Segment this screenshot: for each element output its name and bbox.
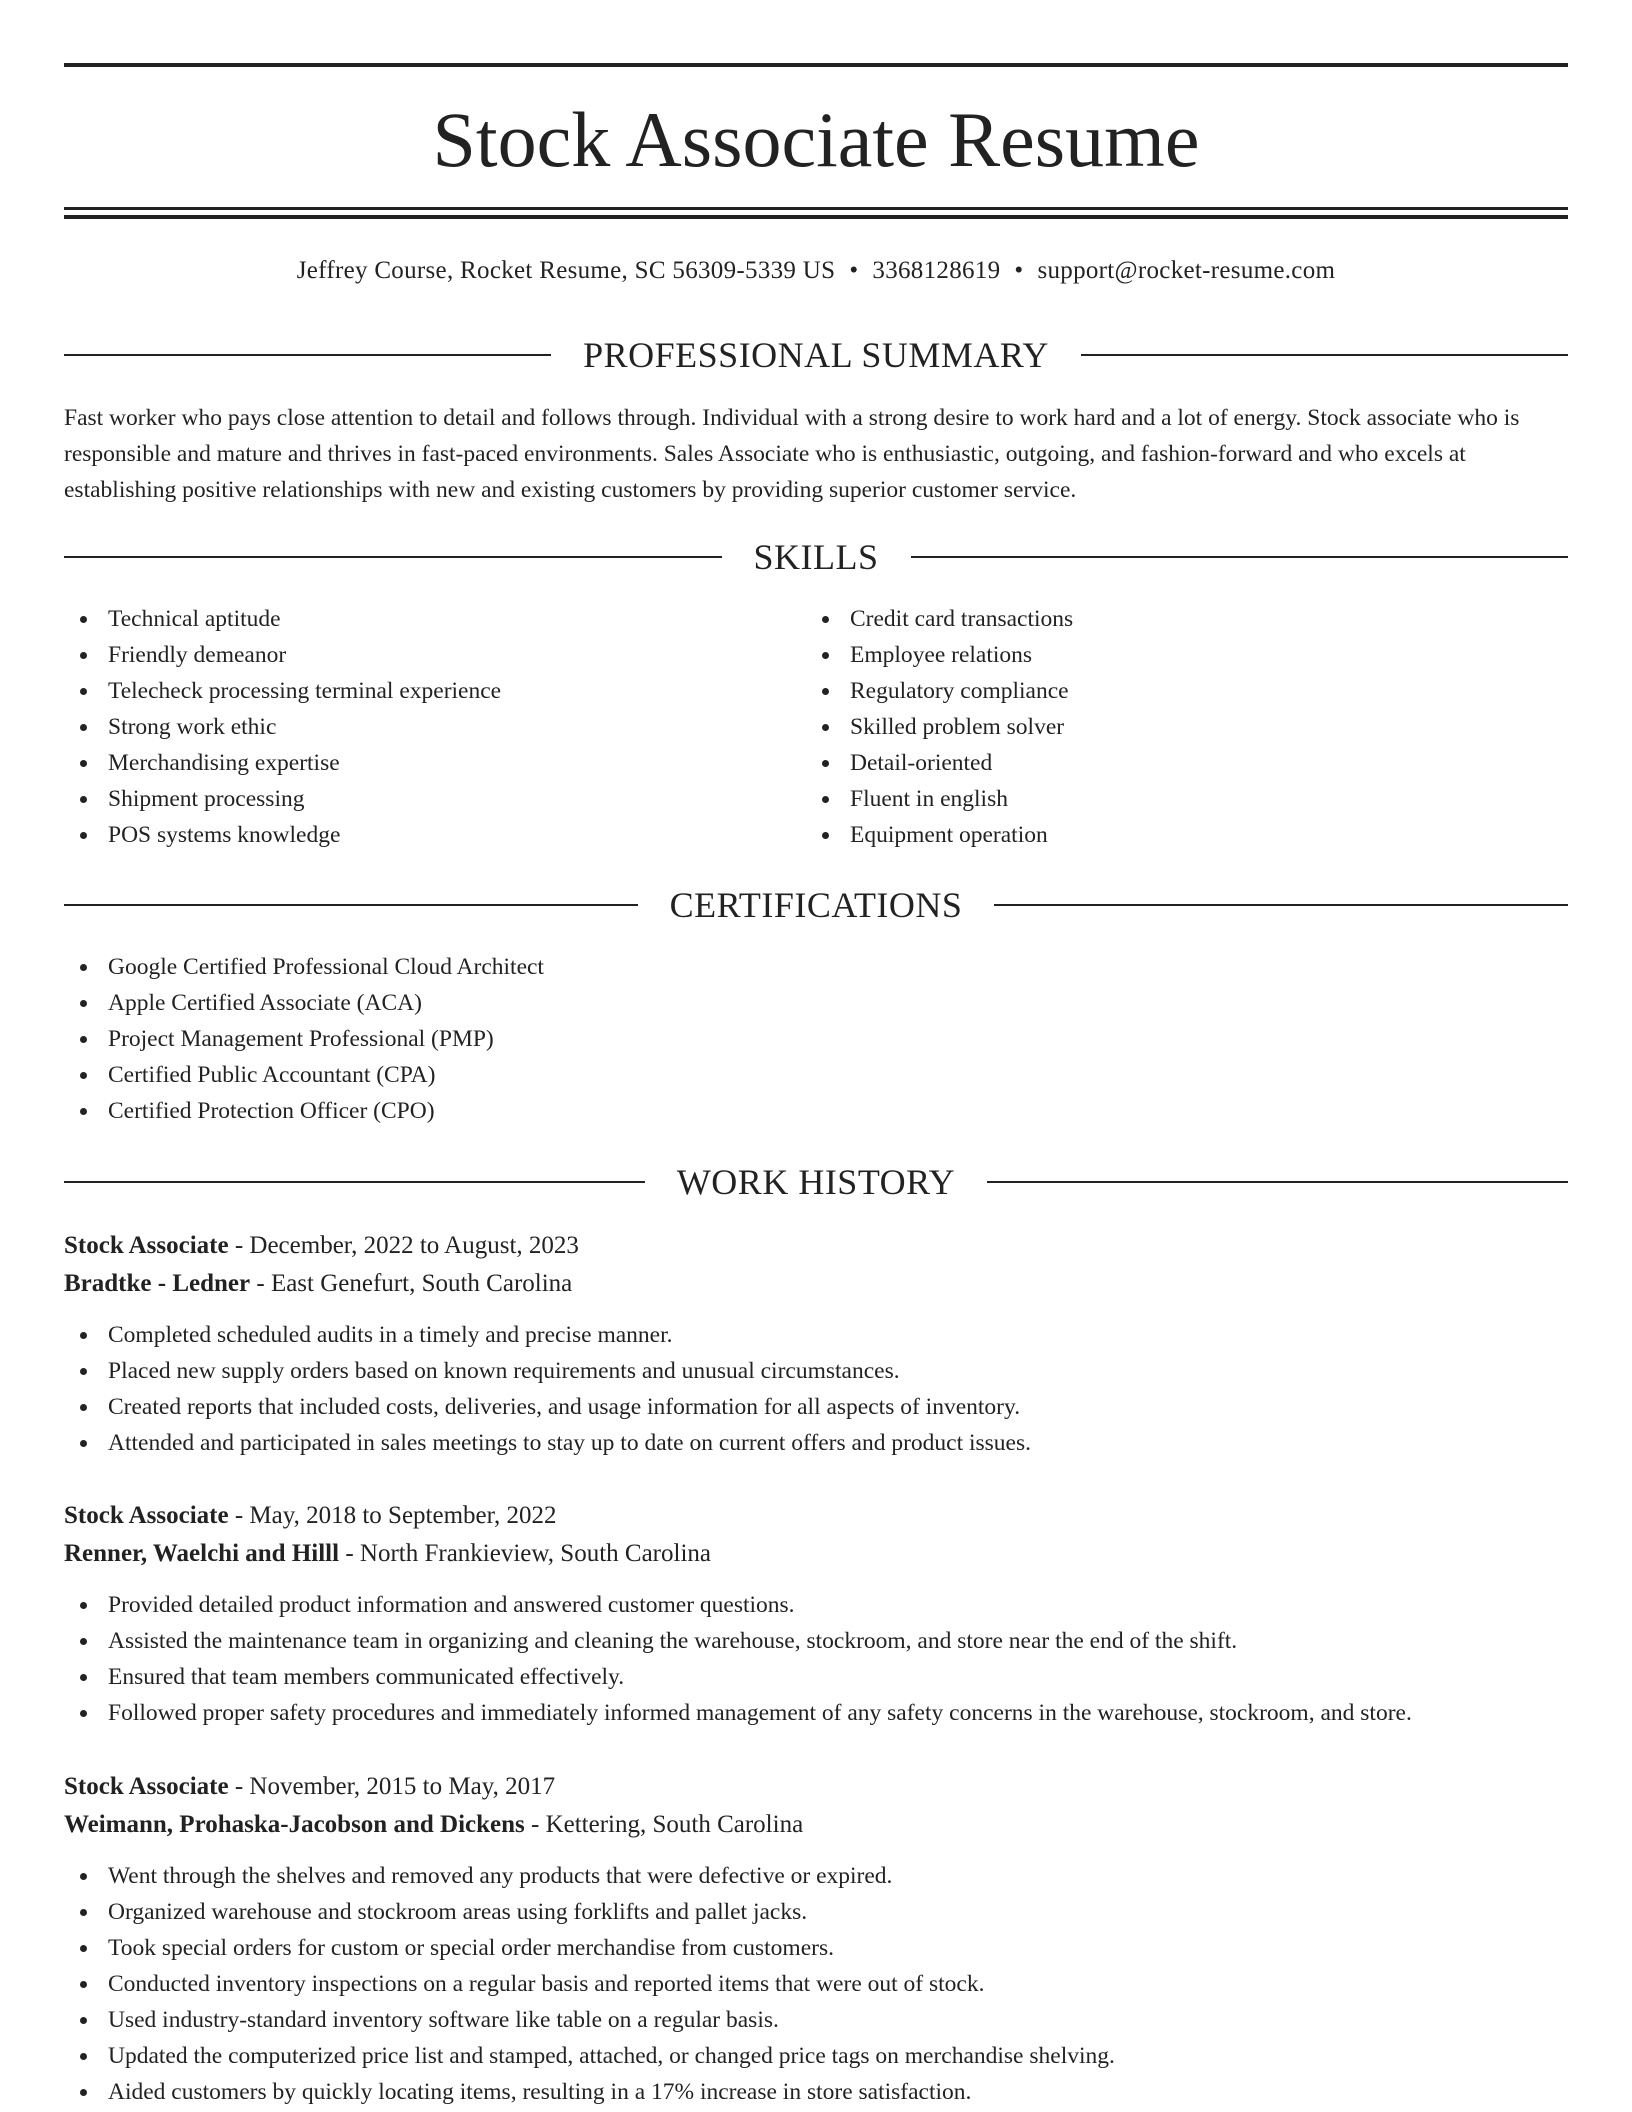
- heading-rule-left: [64, 904, 638, 906]
- summary-heading: [64, 333, 1568, 377]
- contact-separator: •: [1014, 257, 1024, 284]
- skill-item: Technical aptitude: [64, 601, 804, 637]
- summary-heading-label: PROFESSIONAL SUMMARY: [583, 335, 1049, 375]
- certifications-heading-label: CERTIFICATIONS: [669, 885, 963, 925]
- job-company: Weimann, Prohaska-Jacobson and Dickens: [64, 1811, 525, 1838]
- job-entry: [64, 1227, 1568, 1461]
- work-history-heading: [64, 1160, 1568, 1204]
- job-company: Renner, Waelchi and Hilll: [64, 1540, 340, 1567]
- job-company: Bradtke - Ledner: [64, 1270, 251, 1297]
- job-duties-list: [64, 1587, 1568, 1731]
- job-duty-item: Followed proper safety procedures and immediately informed management of any safety concerns in the warehouse, stockroom, and store.: [64, 1695, 1568, 1731]
- job-separator: -: [524, 1811, 546, 1838]
- job-duties-list: [64, 1858, 1568, 2110]
- job-location: North Frankieview, South Carolina: [359, 1540, 711, 1567]
- job-separator: -: [228, 1232, 250, 1259]
- certification-item: Certified Public Accountant (CPA): [64, 1057, 1568, 1093]
- skills-list-left: [64, 601, 804, 853]
- job-title-line: [64, 1768, 1568, 1806]
- job-separator: -: [228, 1502, 250, 1529]
- contact-email: support@rocket-resume.com: [1037, 257, 1336, 284]
- heading-rule-right: [1081, 354, 1568, 356]
- skill-item: Merchandising expertise: [64, 745, 804, 781]
- job-duty-item: Ensured that team members communicated effectively.: [64, 1659, 1568, 1695]
- certifications-list: [64, 949, 1568, 1129]
- skill-item: Telecheck processing terminal experience: [64, 673, 804, 709]
- job-company-line: [64, 1265, 1568, 1303]
- skill-item: Employee relations: [806, 637, 1546, 673]
- contact-address: Jeffrey Course, Rocket Resume, SC 56309-5339 US: [296, 257, 836, 284]
- job-title: Stock Associate: [64, 1232, 229, 1259]
- skill-item: Shipment processing: [64, 781, 804, 817]
- job-location: East Genefurt, South Carolina: [270, 1270, 573, 1297]
- skill-item: Detail-oriented: [806, 745, 1546, 781]
- job-separator: -: [250, 1270, 271, 1297]
- skill-item: Regulatory compliance: [806, 673, 1546, 709]
- job-company-line: [64, 1806, 1568, 1844]
- work-history-heading-label: WORK HISTORY: [676, 1162, 956, 1202]
- heading-rule-right: [987, 1181, 1568, 1183]
- certification-item: Project Management Professional (PMP): [64, 1021, 1568, 1057]
- job-dates: November, 2015 to May, 2017: [249, 1773, 556, 1800]
- job-separator: -: [228, 1773, 250, 1800]
- job-title: Stock Associate: [64, 1502, 229, 1529]
- job-duty-item: Organized warehouse and stockroom areas using forklifts and pallet jacks.: [64, 1894, 1568, 1930]
- heading-rule-right: [994, 904, 1568, 906]
- job-duty-item: Assisted the maintenance team in organizing and cleaning the warehouse, stockroom, and store near the end of the shift.: [64, 1623, 1568, 1659]
- skill-item: Strong work ethic: [64, 709, 804, 745]
- job-dates: May, 2018 to September, 2022: [249, 1502, 557, 1529]
- title-rule-lower: [64, 215, 1568, 219]
- job-duty-item: Completed scheduled audits in a timely and precise manner.: [64, 1317, 1568, 1353]
- skills-heading-label: SKILLS: [753, 537, 879, 577]
- title-rule-upper: [64, 207, 1568, 210]
- heading-rule-left: [64, 354, 551, 356]
- skill-item: Skilled problem solver: [806, 709, 1546, 745]
- job-location: Kettering, South Carolina: [545, 1811, 804, 1838]
- job-duty-item: Provided detailed product information and answered customer questions.: [64, 1587, 1568, 1623]
- skill-item: Equipment operation: [806, 817, 1546, 853]
- heading-rule-left: [64, 1181, 645, 1183]
- job-entry: [64, 1768, 1568, 2110]
- job-title: Stock Associate: [64, 1773, 229, 1800]
- job-title-line: [64, 1227, 1568, 1265]
- heading-rule-left: [64, 556, 722, 558]
- skills-list-right: [806, 601, 1546, 853]
- certification-item: Apple Certified Associate (ACA): [64, 985, 1568, 1021]
- job-company-line: [64, 1535, 1568, 1573]
- summary-text: Fast worker who pays close attention to detail and follows through. Individual with a strong desire to work hard and a lot of energy. Stock associate who is responsible and mature and thrives in fast-paced environments. Sales Associate who is enthusiastic, outgoing, and fashion-forward and who excels at establishing positive relationships with new and existing customers by providing superior customer service.: [64, 405, 1520, 503]
- job-duty-item: Created reports that included costs, deliveries, and usage information for all aspects of inventory.: [64, 1389, 1568, 1425]
- job-duty-item: Updated the computerized price list and stamped, attached, or changed price tags on merchandise shelving.: [64, 2038, 1568, 2074]
- job-title-line: [64, 1497, 1568, 1535]
- resume-title: Stock Associate Resume: [432, 96, 1200, 183]
- job-duty-item: Attended and participated in sales meetings to stay up to date on current offers and product issues.: [64, 1425, 1568, 1461]
- job-duty-item: Went through the shelves and removed any products that were defective or expired.: [64, 1858, 1568, 1894]
- job-duties-list: [64, 1317, 1568, 1461]
- certification-item: Google Certified Professional Cloud Architect: [64, 949, 1568, 985]
- contact-phone: 3368128619: [872, 257, 1001, 284]
- job-duty-item: Took special orders for custom or special order merchandise from customers.: [64, 1930, 1568, 1966]
- job-duty-item: Aided customers by quickly locating items, resulting in a 17% increase in store satisfaction.: [64, 2074, 1568, 2110]
- skill-item: POS systems knowledge: [64, 817, 804, 853]
- contact-separator: •: [849, 257, 859, 284]
- skills-heading: [64, 535, 1568, 579]
- job-duty-item: Conducted inventory inspections on a regular basis and reported items that were out of stock.: [64, 1966, 1568, 2002]
- skill-item: Fluent in english: [806, 781, 1546, 817]
- certifications-heading: [64, 883, 1568, 927]
- job-entry: [64, 1497, 1568, 1731]
- skill-item: Friendly demeanor: [64, 637, 804, 673]
- top-rule: [64, 63, 1568, 67]
- job-separator: -: [339, 1540, 360, 1567]
- job-duty-item: Used industry-standard inventory software like table on a regular basis.: [64, 2002, 1568, 2038]
- job-dates: December, 2022 to August, 2023: [249, 1232, 579, 1259]
- job-duty-item: Placed new supply orders based on known requirements and unusual circumstances.: [64, 1353, 1568, 1389]
- heading-rule-right: [911, 556, 1569, 558]
- certification-item: Certified Protection Officer (CPO): [64, 1093, 1568, 1129]
- contact-line: [64, 254, 1568, 288]
- skill-item: Credit card transactions: [806, 601, 1546, 637]
